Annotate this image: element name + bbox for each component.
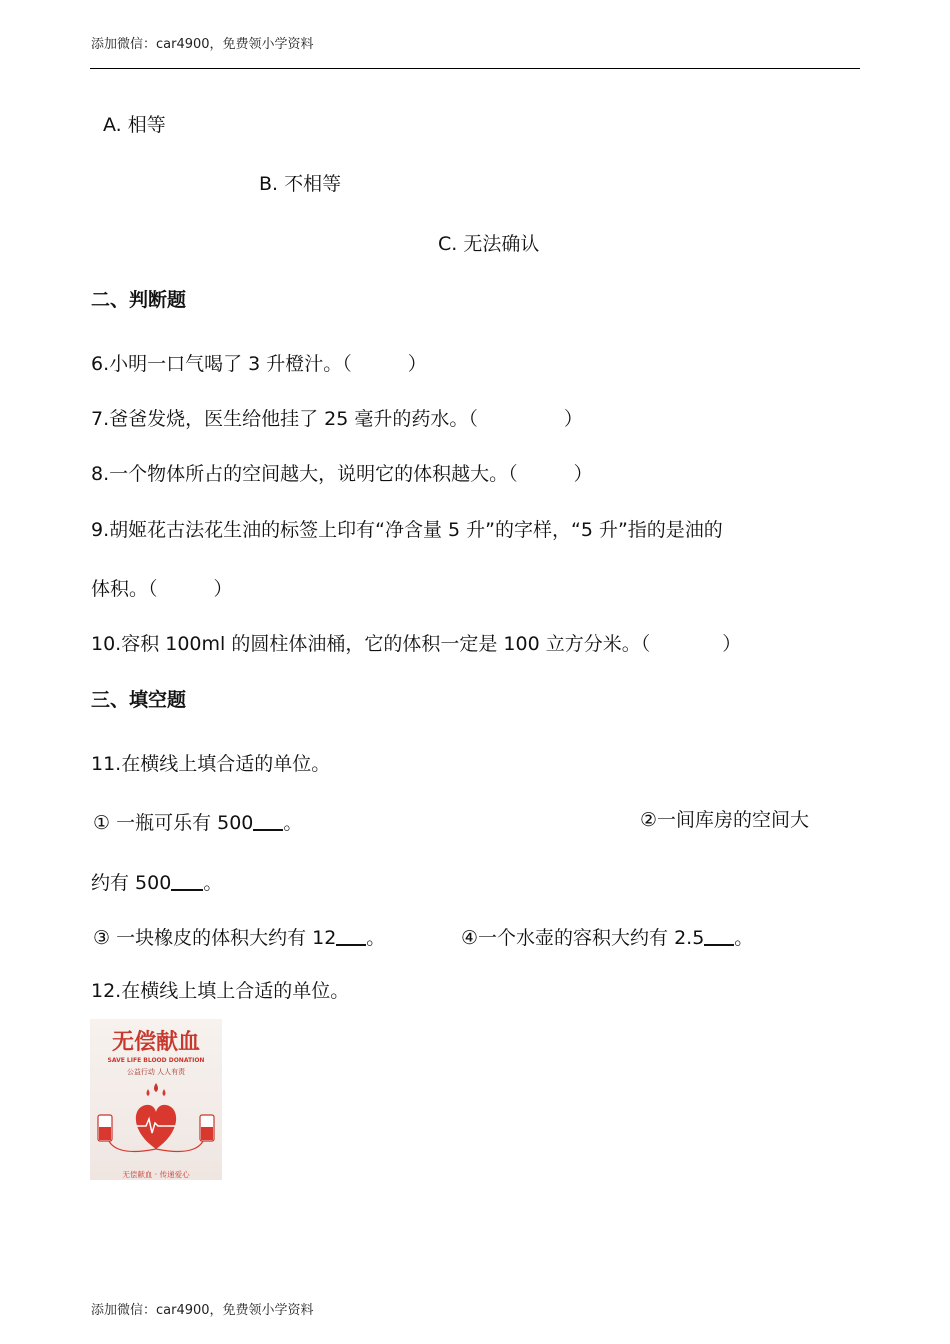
question-10-text: 10.容积 100ml 的圆柱体油桶，它的体积一定是 100 立方分米。（ <box>91 633 651 655</box>
question-9-line2 <box>91 580 233 599</box>
question-11-item3: ③ 一块橡皮的体积大约有 12 。 <box>93 927 386 949</box>
question-7-close: ） <box>563 408 583 430</box>
question-11-item2b: 约有 500 。 <box>91 872 223 894</box>
question-6-close: ） <box>407 353 427 375</box>
poster-title: 无偿献血 <box>111 1029 201 1055</box>
question-11-item2a: ②一间库房的空间大 <box>640 809 810 831</box>
drop-icon <box>154 1083 158 1092</box>
question-10 <box>91 635 741 654</box>
question-8 <box>91 465 593 484</box>
question-11: 11.在横线上填合适的单位。 <box>91 753 331 775</box>
answer-blank[interactable] <box>336 926 366 946</box>
section-title-fill: 三、填空题 <box>91 689 187 711</box>
blood-donation-poster <box>90 1019 222 1180</box>
question-9-close: ） <box>213 578 233 600</box>
header-divider <box>90 68 860 69</box>
choice-a: A. 相等 <box>103 114 166 136</box>
answer-blank[interactable] <box>171 871 203 891</box>
question-7-text: 7.爸爸发烧，医生给他挂了 25 毫升的药水。（ <box>91 408 478 430</box>
question-6-text: 6.小明一口气喝了 3 升橙汁。（ <box>91 353 352 375</box>
answer-blank[interactable] <box>253 811 283 831</box>
poster-bottom-text: 无偿献血 · 传递爱心 <box>122 1170 190 1179</box>
section-title-judgement: 二、判断题 <box>91 289 187 311</box>
choice-b: B. 不相等 <box>259 173 342 195</box>
poster-slogan: 公益行动 人人有责 <box>126 1068 186 1076</box>
choice-c: C. 无法确认 <box>438 233 540 255</box>
question-11-item4: ④一个水壶的容积大约有 2.5 。 <box>461 927 754 949</box>
question-8-close: ） <box>573 463 593 485</box>
question-9-text2: 体积。（ <box>91 578 158 600</box>
drop-icon <box>163 1089 166 1096</box>
page-header: 添加微信：car4900，免费领小学资料 <box>91 37 314 52</box>
question-11-item1: ① 一瓶可乐有 500 。 <box>93 812 303 834</box>
question-9-line1: 9.胡姬花古法花生油的标签上印有“净含量 5 升”的字样，“5 升”指的是油的 <box>91 519 723 541</box>
question-10-close: ） <box>722 633 742 655</box>
answer-blank[interactable] <box>704 926 734 946</box>
question-12: 12.在横线上填上合适的单位。 <box>91 980 350 1002</box>
poster-subtitle: SAVE LIFE BLOOD DONATION <box>107 1057 205 1064</box>
question-8-text: 8.一个物体所占的空间越大，说明它的体积越大。（ <box>91 463 518 485</box>
drop-icon <box>147 1089 150 1096</box>
heart-icon <box>136 1105 176 1149</box>
page-footer: 添加微信：car4900，免费领小学资料 <box>91 1303 314 1318</box>
question-6 <box>91 355 427 374</box>
question-7 <box>91 410 583 429</box>
